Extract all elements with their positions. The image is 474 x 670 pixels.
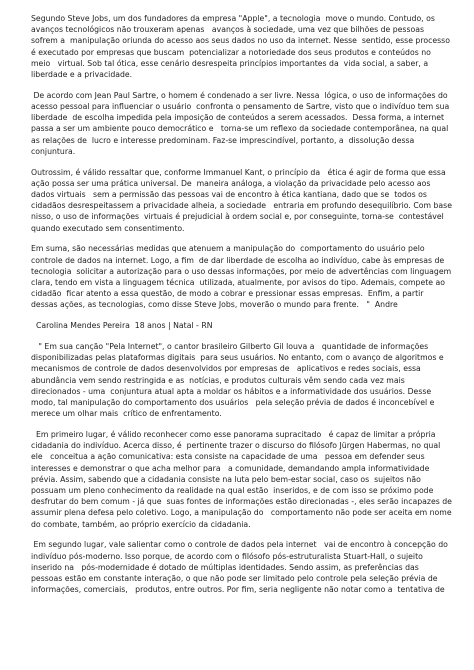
essay-paragraph-7: Em segundo lugar, vale salientar como o controle de dados pela internet vai de encontro à concepção do indivíduo pós-moderno. Isso porque, de acordo com o filósofo pós-estruturalista Stuart-Hall, o sujeito inserido na pós-modernidade é dotado de múltiplas identidades. Sendo assim, as preferências das pessoas estão em constante interação, o que não pode ser limitado pelo controle pela seleção prévia de informações, comerciais, produtos, entre outros. Por fim, seria negligente não notar como a tentativa de [31, 540, 451, 595]
essay-paragraph-3: Outrossim, é válido ressaltar que, conforme Immanuel Kant, o princípio da ética é agir de forma que essa ação possa ser uma prática universal. De maneira análoga, a violação da privacidade pelo acesso aos dados virtuais sem a permissão das pessoas vai de encontro à ética kantiana, dado que se todos os cidadãos desrespeitassem a privacidade alheia, a sociedade entraria em profundo desequilíbrio. Com base nisso, o uso de informações virtuais é prejudicial à ordem social e, por conseguinte, torna-se contestável quando executado sem consentimento. [31, 167, 455, 233]
essay-paragraph-4: Em suma, são necessárias medidas que atenuem a manipulação do comportamento do usuário pelo controle de dados na internet. Logo, a fim de dar liberdade de escolha ao indivíduo, cabe às empresas de tecnologia solicitar a autorização para o uso dessas informações, por meio de advertências com linguagem clara, tendo em vista a linguagem técnica utilizada, atualmente, por avisos do tipo. Ademais, compete ao cidadão ficar atento a essa questão, de modo a cobrar e pressionar essas empresas. Enfim, a partir dessas ações, as tecnologias, como disse Steve Jobs, moverão o mundo para frente. " Andre [31, 244, 454, 310]
essay-paragraph-5: " Em sua canção "Pela Internet", o cantor brasileiro Gilberto Gil louva a quantidade de informações disponibilizadas pelas plataformas digitais para seus usuários. No entanto, com o avanço de algoritmos e mecanismos de controle de dados desenvolvidos por empresas de aplicativos e redes sociais, essa abundância vem sendo restringida e as notícias, e produtos culturais vêm sendo cada vez mais direcionados - uma conjuntura atual apta a moldar os hábitos e a informatividade dos usuários. Desse modo, tal manipulação do comportamento dos usuários pela seleção prévia de dados é inconcebível e merece um olhar mais crítico de enfrentamento. [31, 342, 447, 419]
essay-paragraph-1: Segundo Steve Jobs, um dos fundadores da empresa "Apple", a tecnologia move o mundo. Contudo, os avanços tecnológicos não trouxeram apenas avanços à sociedade, uma vez que bilhões de pessoas sofrem a manipulação oriunda do acesso aos seus dados no uso da internet. Nesse sentido, esse processo é executado por empresas que buscam potencializar a notoriedade dos seus produtos e conteúdos no meio virtual. Sob tal ótica, esse cenário desrespeita princípios importantes da vida social, a saber, a liberdade e a privacidade. [31, 14, 453, 80]
essay-paragraph-6: Em primeiro lugar, é válido reconhecer como esse panorama supracitado é capaz de limitar a própria cidadania do indivíduo. Acerca disso, é pertinente trazer o discurso do filósofo Jürgen Habermas, no qual ele conceitua a ação comunicativa: esta consiste na capacidade de uma pessoa em defender seus interesses e demonstrar o que acha melhor para a comunidade, demandando ampla informatividade prévia. Assim, sabendo que a cidadania consiste na luta pelo bem-estar social, caso os sujeitos não possuam um pleno conhecimento da realidade na qual estão inseridos, e de com isso se próximo pode desfrutar do bem comum - já que suas fontes de informações estão direcionadas -, eles serão incapazes de assumir plena defesa pelo coletivo. Logo, a manipulação do comportamento não pode ser aceita em nome do combate, também, ao próprio exercício da cidadania. [31, 430, 460, 529]
essay-paragraph-2: De acordo com Jean Paul Sartre, o homem é condenado a ser livre. Nessa lógica, o uso de informações do acesso pessoal para influenciar o usuário confronta o pensamento de Sartre, visto que o indivíduo tem sua liberdade de escolha impedida pela imposição de conteúdos a serem acessados. Dessa forma, a internet passa a ser um ambiente pouco democrático e torna-se um reflexo da sociedade contemporânea, na qual as relações de lucro e interesse predominam. Faz-se imprescindível, portanto, a dissolução dessa conjuntura. [31, 90, 452, 156]
author-signature: Carolina Mendes Pereira 18 anos | Natal - RN [31, 321, 213, 331]
